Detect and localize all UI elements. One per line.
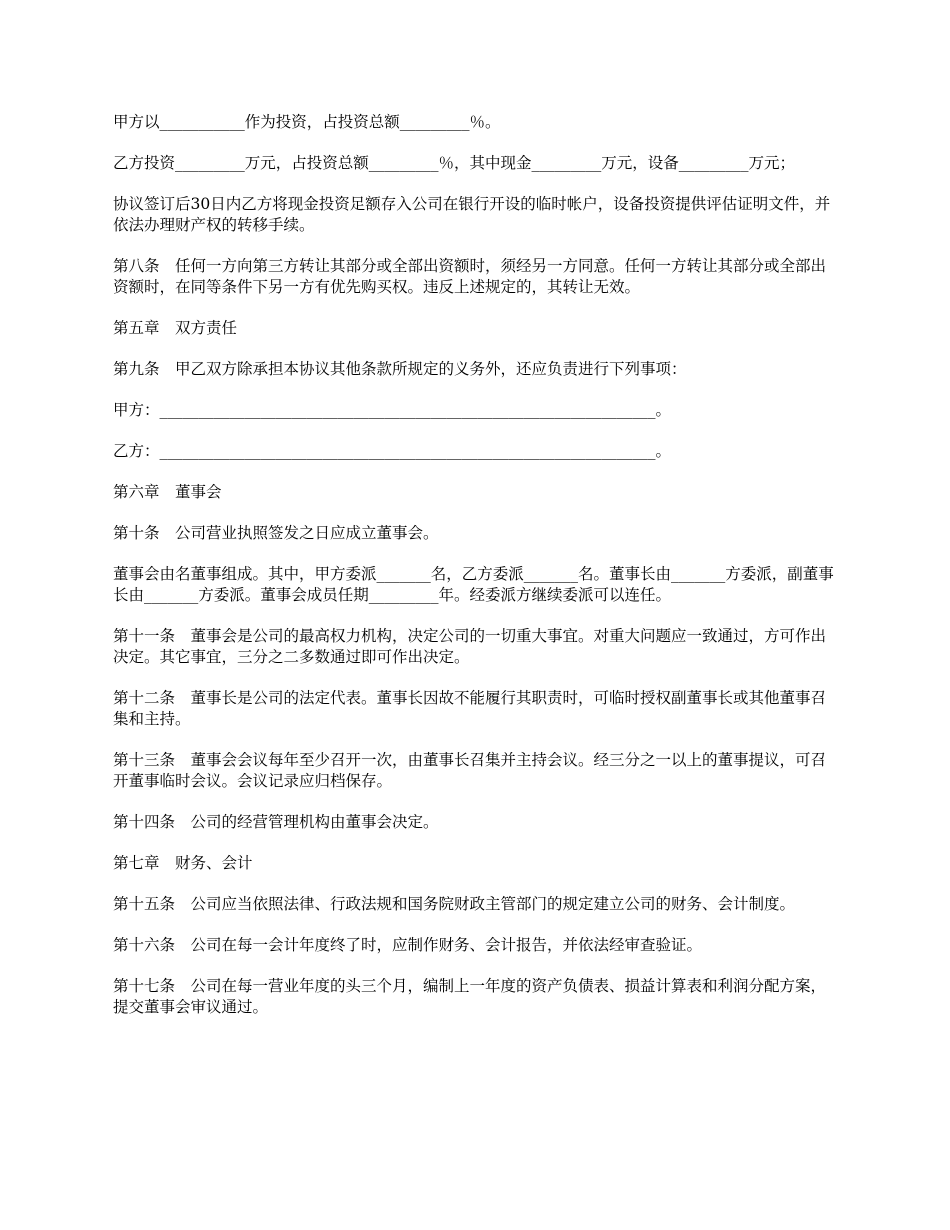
paragraph-investment-party-a: 甲方以___________作为投资，占投资总额_________％。	[113, 113, 501, 131]
article-17: 第十七条 公司在每一营业年度的头三个月，编制上一年度的资产负债表、损益计算表和利润分配方案，提交董事会审议通过。	[113, 977, 827, 1016]
article-9: 第九条 甲乙双方除承担本协议其他条款所规定的义务外，还应负责进行下列事项：	[113, 360, 687, 378]
chapter-5-heading: 第五章 双方责任	[113, 319, 238, 337]
article-11: 第十一条 董事会是公司的最高权力机构，决定公司的一切重大事宜。对重大问题应一致通过，方可作出决定。其它事宜，三分之二多数通过即可作出决定。	[113, 627, 827, 666]
article-13: 第十三条 董事会会议每年至少召开一次，由董事长召集并主持会议。经三分之一以上的董事提议，可召开董事临时会议。会议记录应归档保存。	[113, 751, 827, 790]
chapter-6-heading: 第六章 董事会	[113, 483, 222, 501]
article-8: 第八条 任何一方向第三方转让其部分或全部出资额时，须经另一方同意。任何一方转让其部分或全部出资额时，在同等条件下另一方有优先购买权。违反上述规定的，其转让无效。	[113, 257, 827, 296]
article-10: 第十条 公司营业执照签发之日应成立董事会。	[113, 524, 439, 542]
article-14: 第十四条 公司的经营管理机构由董事会决定。	[113, 813, 439, 831]
document-page	[113, 112, 839, 1038]
chapter-7-heading: 第七章 财务、会计	[113, 854, 253, 872]
article-16: 第十六条 公司在每一会计年度终了时，应制作财务、会计报告，并依法经审查验证。	[113, 936, 703, 954]
article-12: 第十二条 董事长是公司的法定代表。董事长因故不能履行其职责时，可临时授权副董事长或其他董事召集和主持。	[113, 689, 827, 728]
party-a-duties: 甲方：________________________________________________________________。	[113, 401, 672, 419]
party-b-duties: 乙方：________________________________________________________________。	[113, 442, 672, 460]
board-composition: 董事会由名董事组成。其中，甲方委派_______名，乙方委派_______名。董事长由_______方委派，副董事长由_______方委派。董事会成员任期_________年。经委派方继续委派可以连任。	[113, 565, 834, 604]
paragraph-investment-party-b: 乙方投资_________万元，占投资总额_________％，其中现金_________万元，设备_________万元；	[113, 154, 796, 172]
article-15: 第十五条 公司应当依照法律、行政法规和国务院财政主管部门的规定建立公司的财务、会计制度。	[113, 895, 796, 913]
paragraph-cash-deposit: 协议签订后30日内乙方将现金投资足额存入公司在银行开设的临时帐户，设备投资提供评估证明文件，并依法办理财产权的转移手续。	[113, 195, 831, 234]
